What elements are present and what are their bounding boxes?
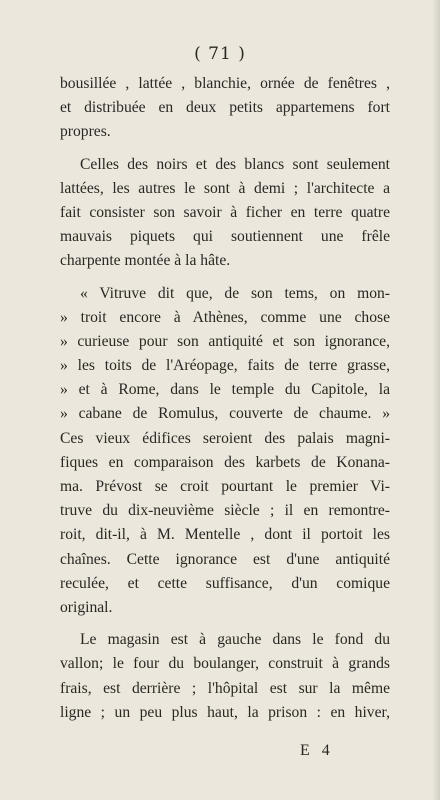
paragraph [60, 72, 390, 145]
text-line: fiques en comparaison des karbets de Konana- [60, 453, 390, 471]
text-line: » cabane de Romulus, couverte de chaume. » [60, 405, 390, 423]
text-line: truve du dix-neuvième siècle ; il en remontre- [60, 502, 390, 520]
signature-mark: E 4 [300, 742, 334, 759]
page-number: ( 71 ) [194, 44, 246, 64]
paragraph [60, 282, 390, 621]
text-line: Ces vieux édifices seroient des palais magni- [60, 429, 390, 447]
text-line: propres. [60, 123, 111, 141]
page-edge-shadow [432, 0, 440, 800]
text-line: original. [60, 598, 113, 616]
paragraph [60, 628, 390, 725]
text-line: vallon; le four du boulanger, construit à grands [60, 655, 390, 673]
text-line: fait consister son savoir à ficher en terre quatre [60, 203, 390, 221]
text-line: » les toits de l'Aréopage, faits de terre grasse, [60, 357, 390, 375]
text-line: » curieuse pour son antiquité et son ignorance, [60, 332, 390, 350]
text-line: chaînes. Cette ignorance est d'une antiquité [60, 550, 390, 568]
text-line: ligne ; un peu plus haut, la prison : en hiver, [60, 703, 390, 721]
text-line: mauvais piquets qui soutiennent une frêle [60, 228, 390, 246]
text-line: charpente montée à la hâte. [60, 252, 231, 270]
text-line: reculée, et cette suffisance, d'un comique [60, 574, 390, 592]
text-line: roit, dit-il, à M. Mentelle , dont il portoit les [60, 526, 390, 544]
text-line: ma. Prévost se croit pourtant le premier Vi- [60, 478, 390, 495]
text-line: Le magasin est à gauche dans le fond du [80, 631, 390, 649]
paragraph [60, 153, 390, 274]
text-line: lattées, les autres le sont à demi ; l'architecte a [60, 179, 390, 197]
text-line: » et à Rome, dans le temple du Capitole, la [60, 381, 390, 399]
text-line: frais, est derrière ; l'hôpital est sur la même [60, 679, 390, 697]
body-text [60, 72, 390, 733]
text-line: » troit encore à Athènes, comme une chose [60, 308, 390, 326]
text-line: et distribuée en deux petits appartemens fort [60, 99, 390, 117]
text-line: « Vitruve dit que, de son tems, on mon- [80, 284, 390, 302]
text-line: Celles des noirs et des blancs sont seulement [80, 155, 390, 173]
text-line: bousillée , lattée , blanchie, ornée de fenêtres , [60, 75, 390, 92]
